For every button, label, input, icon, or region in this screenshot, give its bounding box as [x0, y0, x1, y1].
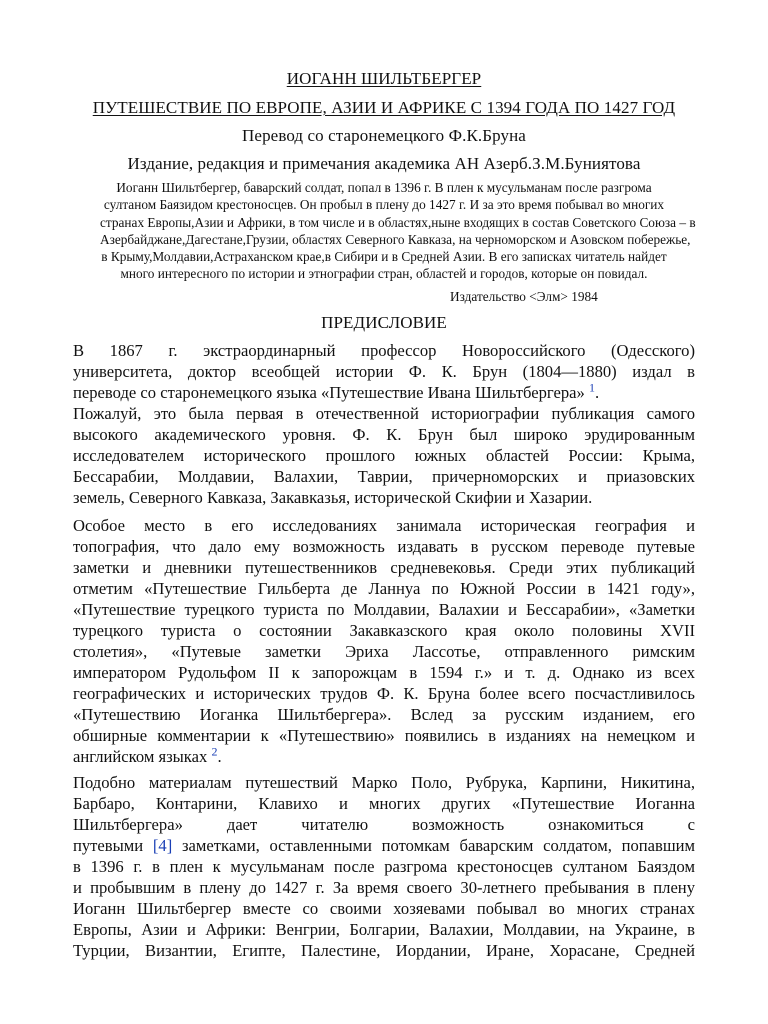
text-line: [73, 835, 695, 856]
text-line: заметки и дневники путешественников средневековья. Среди этих публикаций: [73, 558, 695, 577]
text-line: в 1396 г. в плен к мусульманам после разгрома крестоносцев султаном Баяздом: [73, 857, 695, 876]
abstract-line: странах Европы,Азии и Африки, в том числе и в областях,ныне входящих в состав Советского Союза – в: [100, 214, 696, 230]
abstract-line: Иоганн Шильтбергер, баварский солдат, попал в 1396 г. В плен к мусульманам после разгрома: [116, 180, 652, 195]
text-line: топография, что дало ему возможность издавать в русском переводе путевые: [73, 537, 695, 556]
preface-paragraph-2: [73, 515, 695, 767]
text-segment: .: [595, 383, 600, 402]
text-line: и пробывшим в плену до 1427 г. За время своего 30-летнего пребывания в плену: [73, 878, 695, 897]
text-segment: английском языках: [73, 747, 208, 766]
text-line: Пожалуй, это была первая в отечественной историографии публикация самого: [73, 404, 695, 423]
text-line: Шильтбергера» дает читателю возможность ознакомиться с: [73, 815, 695, 834]
text-line: «Путешествие турецкого туриста по Молдавии, Валахии и Бессарабии», «Заметки: [73, 600, 695, 619]
abstract-line: много интересного по истории и этнографии стран, областей и городов, которые он повидал.: [120, 266, 648, 282]
footnote-link-2[interactable]: 2: [211, 744, 218, 759]
text-line: [73, 746, 695, 767]
text-line: Бессарабии, Молдавии, Валахии, Таврии, причерноморских и приазовских: [73, 467, 695, 486]
text-segment: .: [217, 747, 222, 766]
text-line: Особое место в его исследованиях занимала историческая география и: [73, 516, 695, 535]
text-line: географических и исторических трудов Ф. К. Бруна более всего посчастливилось: [73, 684, 695, 703]
text-segment: переводе со старонемецкого языка «Путешествие Ивана Шильтбергера»: [73, 383, 585, 402]
text-line: Европы, Азии и Африки: Венгрии, Болгарии, Валахии, Молдавии, на Украине, в: [73, 920, 695, 939]
text-line: университета, доктор всеобщей истории Ф. К. Брун (1804—1880) издал в: [73, 362, 695, 381]
abstract-line: в Крыму,Молдавии,Астраханском крае,в Сибири и в Средней Азии. В его записках читатель найдет: [101, 249, 667, 265]
edition-credit: Издание, редакция и примечания академика АН Азерб.З.М.Буниятова: [127, 154, 641, 173]
preface-heading: ПРЕДИСЛОВИЕ: [321, 313, 447, 332]
preface-paragraph-1: [73, 340, 695, 508]
text-segment: путевыми: [73, 836, 144, 855]
text-line: высокого академического уровня. Ф. К. Брун был широко эрудированным: [73, 425, 695, 444]
text-line: «Путешествию Иоганка Шильтбергера». Вслед за русским изданием, его: [73, 705, 695, 724]
text-line: Иоганн Шильтбергер вместе со своими хозяевами побывал во многих странах: [73, 899, 695, 918]
text-line: обширные комментарии к «Путешествию» появились в изданиях на немецком и: [73, 726, 695, 745]
text-line: земель, Северного Кавказа, Закавказья, исторической Скифии и Хазарии.: [73, 488, 593, 507]
footnote-link-1[interactable]: 1: [589, 380, 595, 395]
abstract-line: султаном Баязидом крестоносцев. Он пробыл в плену до 1427 г. И за это время побывал во многих: [103, 197, 665, 213]
text-line: исследователем исторического прошлого южных областей России: Крыма,: [73, 446, 695, 465]
text-line: [73, 382, 695, 403]
text-line: В 1867 г. экстраординарный профессор Новороссийского (Одесского): [73, 341, 695, 360]
text-line: турецкого туриста о состоянии Закавказского края около половины XVII: [73, 621, 695, 640]
translation-credit: Перевод со старонемецкого Ф.К.Бруна: [242, 126, 526, 145]
text-line: императором Рудольфом II к запорожцам в 1594 г.» и т. д. Однако из всех: [73, 663, 695, 682]
text-line: Подобно материалам путешествий Марко Поло, Рубрука, Карпини, Никитина,: [73, 773, 695, 792]
text-line: Барбаро, Контарини, Клавихо и многих других «Путешествие Иоганна: [73, 794, 695, 813]
text-line: Турции, Византии, Египте, Палестине, Иордании, Иране, Хорасане, Средней: [73, 941, 695, 960]
text-segment: заметками, оставленными потомкам баварским солдатом, попавшим: [182, 836, 696, 855]
abstract: [100, 179, 696, 283]
text-line: столетия», «Путевые заметки Эриха Лассотье, отправленного римским: [73, 642, 695, 661]
author-name: ИОГАНН ШИЛЬТБЕРГЕР: [286, 69, 482, 88]
preface-paragraph-3: [73, 772, 695, 961]
book-title: ПУТЕШЕСТВИЕ ПО ЕВРОПЕ, АЗИИ И АФРИКЕ С 1394 ГОДА ПО 1427 ГОД: [92, 98, 676, 117]
text-line: отметим «Путешествие Гильберта де Ланнуа по Южной России в 1421 году»,: [73, 579, 695, 598]
abstract-line: Азербайджане,Дагестане,Грузии, областях Северного Кавказа, на черноморском и Азовском побережье,: [100, 231, 691, 247]
reference-link-4[interactable]: [4]: [152, 836, 173, 855]
publisher-line: Издательство <Элм> 1984: [450, 289, 598, 304]
